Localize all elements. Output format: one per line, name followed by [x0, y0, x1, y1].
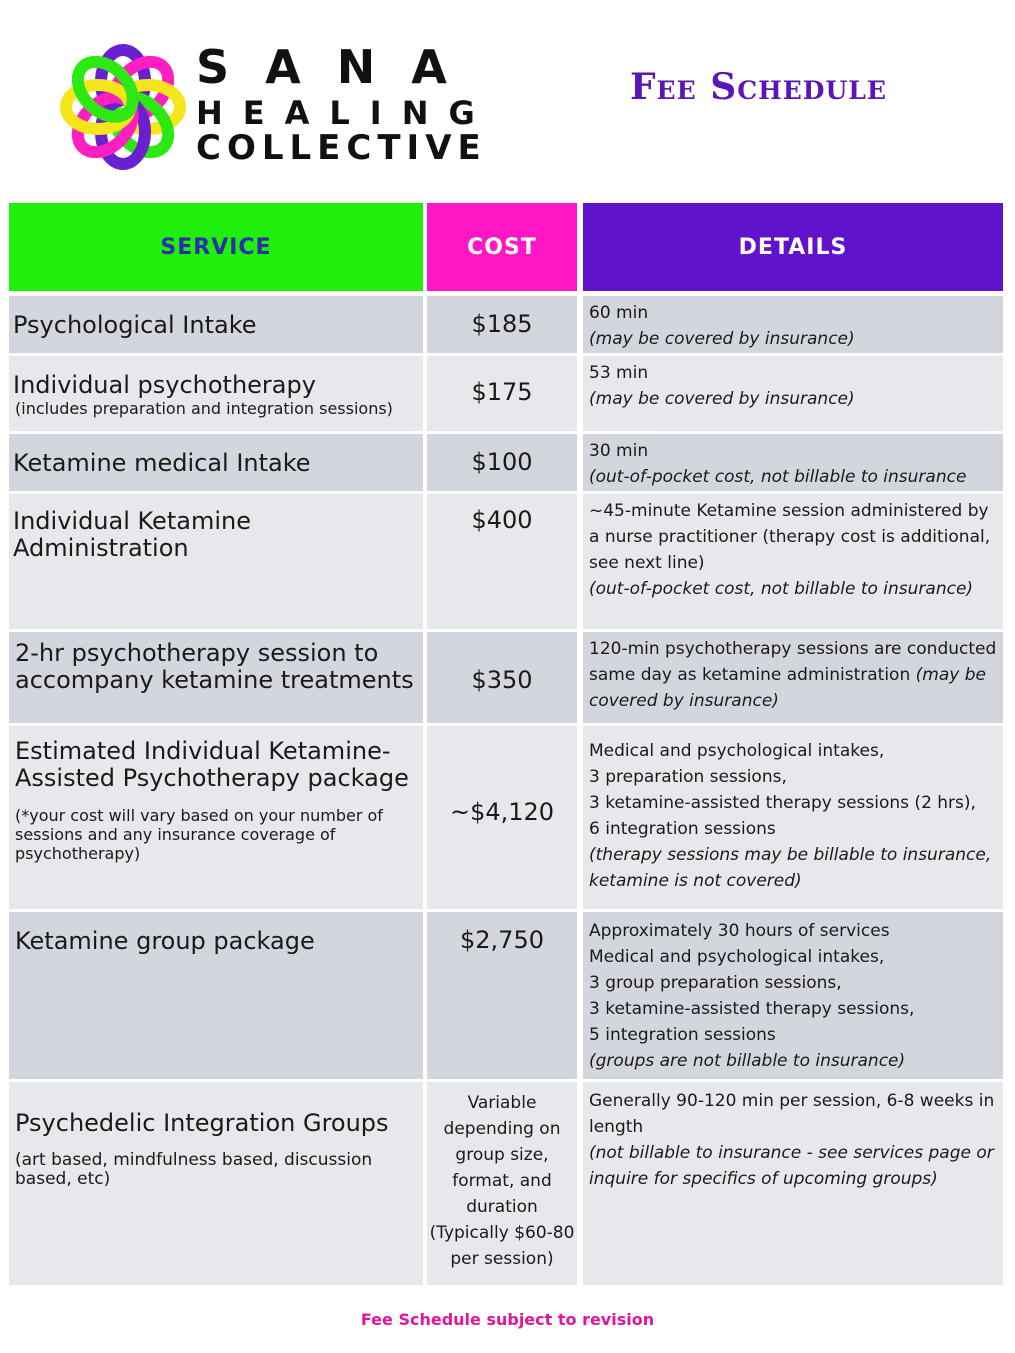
table-row — [9, 726, 1003, 912]
header — [0, 0, 1015, 200]
detail-line: (out-of-pocket cost, not billable to insurance) — [589, 579, 974, 599]
detail-line: (not billable to insurance - see services page or inquire for specifics of upcoming groups) — [589, 1143, 994, 1189]
brand-line-1: SANA — [196, 40, 483, 94]
service-name: 2-hr psychotherapy session to accompany ketamine treatments — [15, 639, 414, 694]
table-row — [9, 632, 1003, 726]
table-row — [9, 912, 1003, 1082]
detail-line: 30 min — [589, 441, 649, 461]
brand-line-2: HEALING — [196, 94, 495, 132]
detail-line: Medical and psychological intakes, — [589, 741, 885, 761]
service-name: Individual Ketamine Administration — [13, 507, 251, 562]
footer-note: Fee Schedule subject to revision — [360, 1310, 655, 1329]
detail-line: Generally 90-120 min per session, 6-8 weeks in length — [589, 1091, 995, 1137]
detail-line: (may be covered by insurance) — [589, 389, 855, 409]
cost-value: $100 — [427, 434, 583, 494]
cost-value: Variable depending on group size, format, and duration (Typically $60-80 per session) — [427, 1082, 583, 1288]
detail-line: (may be covered by insurance) — [589, 665, 986, 711]
detail-line: 3 ketamine-assisted therapy sessions (2 hrs), — [589, 793, 976, 813]
page-title: Fee Schedule — [630, 66, 887, 108]
table-row — [9, 1082, 1003, 1288]
detail-line: (therapy sessions may be billable to insurance, ketamine is not covered) — [589, 845, 992, 891]
detail-line: 3 ketamine-assisted therapy sessions, — [589, 999, 915, 1019]
detail-line: 3 preparation sessions, — [589, 767, 787, 787]
detail-line: 120-min psychotherapy sessions are conducted same day as ketamine administration — [589, 639, 997, 685]
service-note: (*your cost will vary based on your number of sessions and any insurance coverage of psychotherapy) — [15, 806, 383, 863]
detail-line: 53 min — [589, 363, 649, 383]
detail-line: ~45-minute Ketamine session administered by a nurse practitioner (therapy cost is additional, see next line) — [589, 501, 991, 573]
header-details: DETAILS — [583, 203, 1003, 291]
detail-line: (groups are not billable to insurance) — [589, 1051, 906, 1071]
cost-value: $175 — [427, 356, 583, 434]
service-note: (art based, mindfulness based, discussion based, etc) — [15, 1150, 373, 1189]
detail-line: 60 min — [589, 303, 649, 323]
brand-wordmark — [196, 40, 546, 168]
detail-line: 3 group preparation sessions, — [589, 973, 842, 993]
detail-line: 5 integration sessions — [589, 1025, 776, 1045]
service-name: Ketamine group package — [15, 927, 315, 955]
detail-line: (out-of-pocket cost, not billable to insurance — [589, 467, 967, 487]
service-name: Ketamine medical Intake — [13, 449, 311, 477]
flower-knot-logo-icon — [56, 40, 190, 174]
table-row — [9, 434, 1003, 494]
header-service: SERVICE — [9, 203, 427, 291]
cost-value: $2,750 — [427, 912, 583, 1082]
table-row — [9, 296, 1003, 356]
detail-line: 6 integration sessions — [589, 819, 776, 839]
header-cost: COST — [427, 203, 583, 291]
cost-value: $185 — [427, 296, 583, 356]
detail-line: (may be covered by insurance) — [589, 329, 855, 349]
service-note: (includes preparation and integration sessions) — [15, 399, 393, 418]
table-row — [9, 494, 1003, 632]
cost-value: ~$4,120 — [427, 726, 583, 912]
detail-line: Medical and psychological intakes, — [589, 947, 885, 967]
service-name: Estimated Individual Ketamine-Assisted Psychotherapy package — [15, 737, 409, 792]
table-row — [9, 356, 1003, 434]
service-name: Psychological Intake — [13, 311, 257, 339]
service-name: Psychedelic Integration Groups — [15, 1109, 389, 1137]
table-header-row — [9, 203, 1003, 291]
detail-line: Approximately 30 hours of services — [589, 921, 890, 941]
fee-table — [9, 203, 1003, 1288]
service-name: Individual psychotherapy — [13, 371, 316, 399]
cost-value: $350 — [427, 632, 583, 726]
brand-line-3: COLLECTIVE — [196, 128, 487, 168]
cost-value: $400 — [427, 494, 583, 632]
